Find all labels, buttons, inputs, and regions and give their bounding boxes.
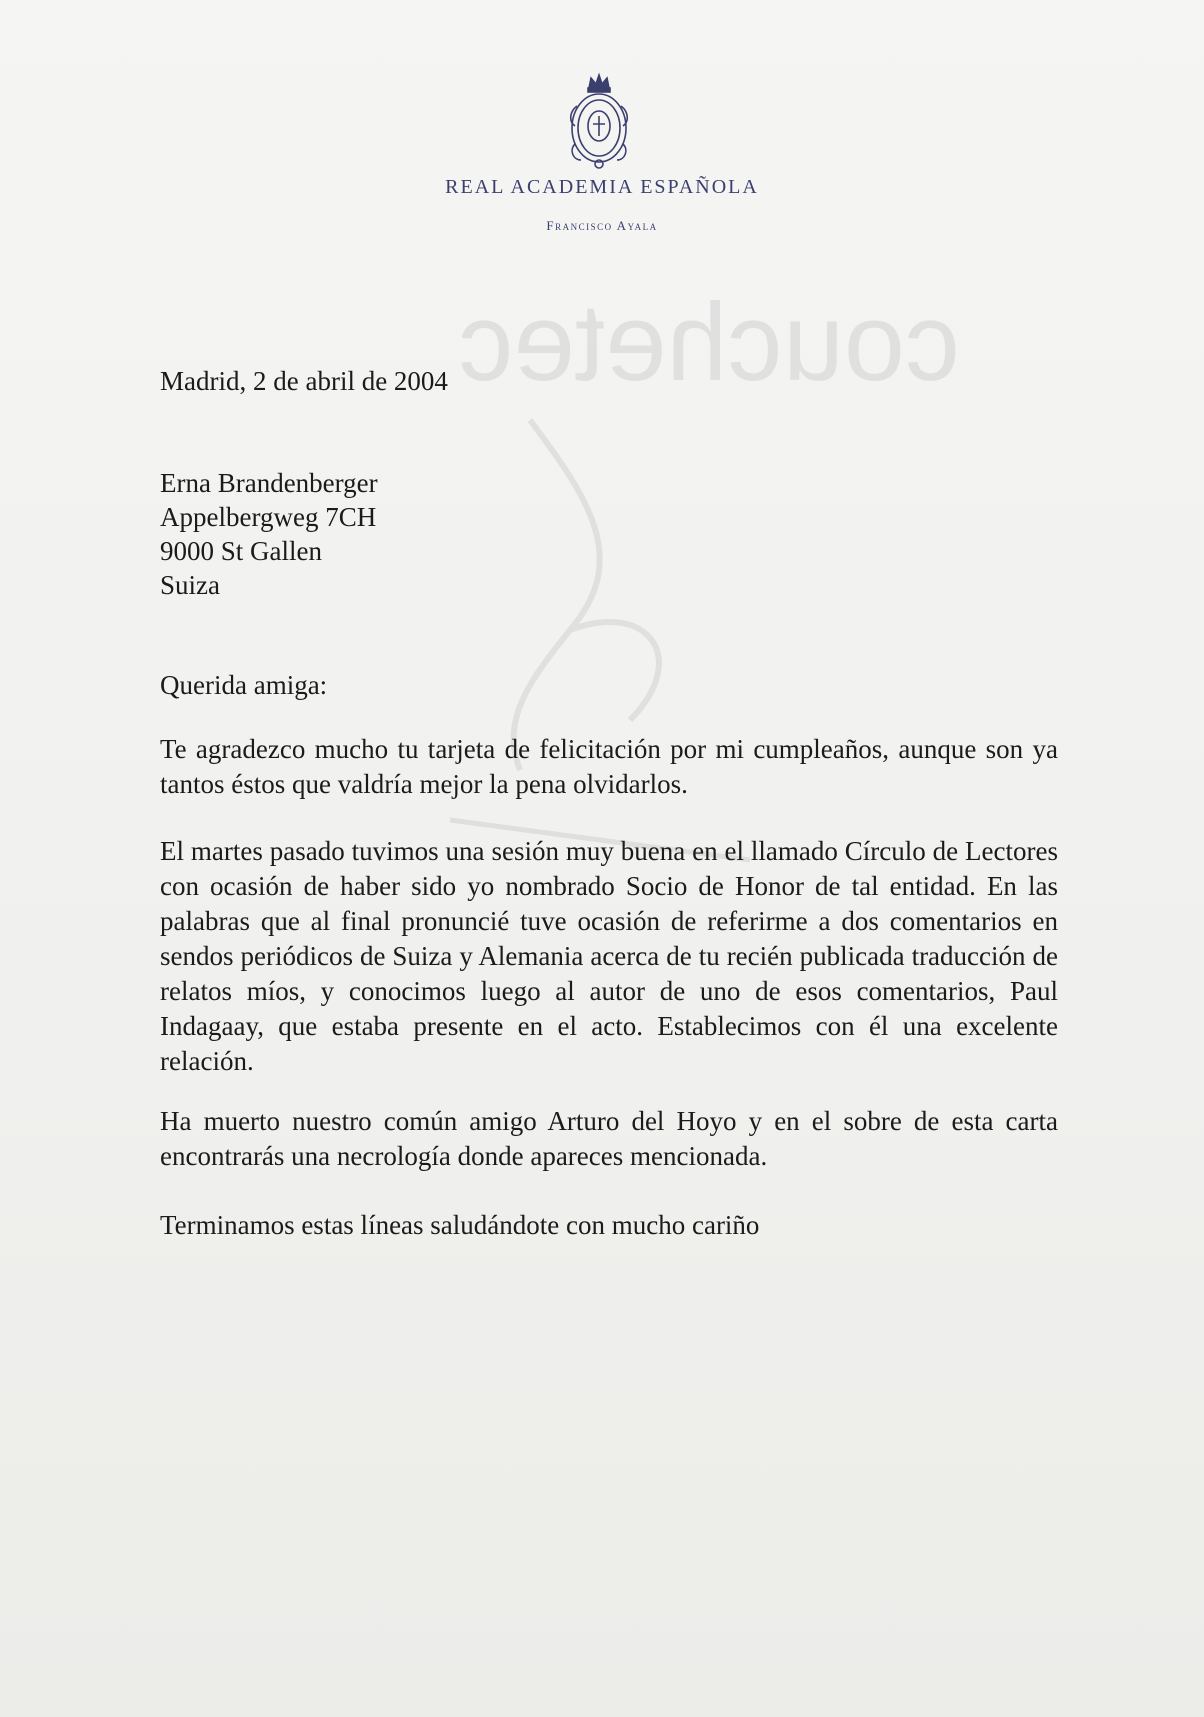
- royal-crest-icon: [563, 72, 635, 172]
- paragraph-obituary: Ha muerto nuestro común amigo Arturo del Hoyo y en el sobre de esta carta encontrarás una necrología donde apareces mencionada.: [160, 1106, 1058, 1171]
- recipient-address: [160, 466, 1058, 602]
- paragraph-closing: Terminamos estas líneas saludándote con mucho cariño: [160, 1210, 760, 1240]
- svg-text:couchetec: couchetec: [458, 300, 960, 404]
- recipient-street: Appelbergweg 7CH: [160, 502, 377, 532]
- academy-name: REAL ACADEMIA ESPAÑOLA: [445, 176, 759, 198]
- paragraph-circulo: El martes pasado tuvimos una sesión muy buena en el llamado Círculo de Lectores con ocasión de haber sido yo nombrado Socio de Honor de tal entidad. En las palabras que al final pronuncié tuve ocasión de referirme a dos comentarios en sendos periódicos de Suiza y Alemania acerca de tu recién publicada traducción de relatos míos, y conocimos luego al autor de uno de esos comentarios, Paul Indagaay, que estaba presente en el acto. Establecimos con él una excelente relación.: [160, 836, 1058, 1076]
- sender-name: Francisco Ayala: [546, 218, 658, 233]
- recipient-country: Suiza: [160, 570, 220, 600]
- date-line: Madrid, 2 de abril de 2004: [160, 366, 448, 396]
- recipient-city: 9000 St Gallen: [160, 536, 322, 566]
- recipient-name: Erna Brandenberger: [160, 468, 378, 498]
- paragraph-thanks: Te agradezco mucho tu tarjeta de felicitación por mi cumpleaños, aunque son ya tantos éstos que valdría mejor la pena olvidarlos.: [160, 734, 1058, 799]
- salutation: Querida amiga:: [160, 670, 328, 700]
